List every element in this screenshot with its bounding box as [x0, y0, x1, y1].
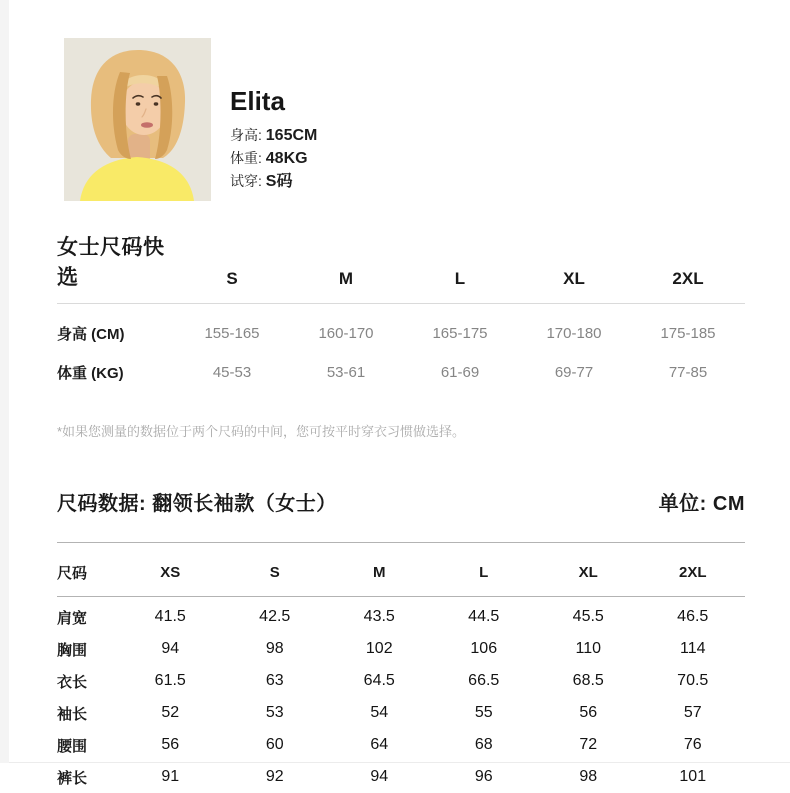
- table-row: [57, 633, 745, 665]
- cell: 46.5: [677, 608, 709, 625]
- model-stat-height: [230, 124, 317, 147]
- col-2xl: 2XL: [678, 564, 707, 581]
- quick-select-header-row: [57, 231, 745, 291]
- content-area: [57, 0, 745, 793]
- table-row: [57, 362, 745, 383]
- cell: 96: [474, 768, 493, 785]
- table-row: [57, 601, 745, 633]
- col-s: S: [269, 564, 280, 581]
- cell: 52: [161, 704, 180, 721]
- model-stat-fitting: [230, 170, 317, 193]
- size-data-title: 尺码数据: 翻领长袖款（女士）: [57, 493, 337, 515]
- row-label-shoulder: 肩宽: [57, 609, 88, 627]
- size-data-header-row: [57, 543, 745, 596]
- cell: 165-175: [432, 325, 488, 342]
- cell: 114: [679, 640, 706, 657]
- cell: 45.5: [572, 608, 604, 625]
- quick-col-xl: XL: [563, 269, 585, 288]
- size-data-table: [57, 487, 745, 793]
- cell: 63: [265, 672, 284, 689]
- quick-col-m: M: [338, 269, 354, 288]
- cell: 70.5: [677, 672, 709, 689]
- cell: 64.5: [363, 672, 395, 689]
- quick-select-title: 女士尺码快选: [57, 236, 165, 289]
- row-label-sleeve-length: 袖长: [57, 705, 88, 723]
- table-row: [57, 665, 745, 697]
- model-photo: [64, 38, 211, 201]
- cell: 41.5: [154, 608, 186, 625]
- quick-select-table: [57, 231, 745, 383]
- quick-col-2xl: 2XL: [672, 269, 704, 288]
- model-card: [57, 38, 745, 201]
- cell: 102: [365, 640, 393, 657]
- cell: 53-61: [326, 364, 366, 381]
- cell: 53: [265, 704, 284, 721]
- cell: 66.5: [468, 672, 500, 689]
- cell: 44.5: [468, 608, 500, 625]
- eye-right-shape: [154, 102, 159, 105]
- col-l: L: [479, 564, 489, 581]
- stat-value: 165CM: [265, 127, 318, 144]
- col-size: 尺码: [57, 565, 88, 582]
- quick-col-l: L: [454, 269, 466, 288]
- cell: 42.5: [259, 608, 291, 625]
- cell: 56: [161, 736, 180, 753]
- size-data-divider-header: [57, 596, 745, 597]
- cell: 68.5: [572, 672, 604, 689]
- table-row: [57, 729, 745, 761]
- cell: 56: [579, 704, 598, 721]
- model-name: Elita: [230, 86, 285, 116]
- cell: 98: [265, 640, 284, 657]
- row-label-height: 身高 (CM): [57, 326, 125, 343]
- cell: 60: [265, 736, 284, 753]
- cell: 76: [683, 736, 702, 753]
- quick-col-s: S: [226, 269, 238, 288]
- lips-shape: [141, 122, 153, 128]
- cell: 69-77: [554, 364, 594, 381]
- model-stat-weight: [230, 147, 317, 170]
- unit-label: 单位: CM: [658, 493, 745, 515]
- stat-label: 体重:: [230, 150, 262, 166]
- stat-label: 身高:: [230, 127, 262, 143]
- cell: 72: [579, 736, 598, 753]
- quick-select-divider: [57, 303, 745, 304]
- eye-left-shape: [136, 102, 141, 105]
- cell: 57: [683, 704, 702, 721]
- cell: 91: [161, 768, 180, 785]
- cell: 55: [474, 704, 493, 721]
- size-data-titlebar: [57, 487, 745, 516]
- cell: 45-53: [212, 364, 252, 381]
- row-label-weight: 体重 (KG): [57, 365, 124, 382]
- cell: 110: [575, 640, 601, 657]
- row-label-chest: 胸围: [57, 641, 88, 659]
- row-label-garment-length: 衣长: [57, 673, 88, 691]
- cell: 98: [579, 768, 598, 785]
- table-row: [57, 323, 745, 344]
- page-left-edge: [0, 0, 9, 763]
- size-data-rows: [57, 601, 745, 793]
- cell: 101: [679, 768, 707, 785]
- cell: 77-85: [668, 364, 708, 381]
- cell: 54: [370, 704, 389, 721]
- table-row: [57, 761, 745, 793]
- stat-value: 48KG: [265, 150, 308, 167]
- cell: 61-69: [440, 364, 480, 381]
- cell: 64: [370, 736, 389, 753]
- stat-value: S码: [265, 173, 293, 190]
- cell: 155-165: [204, 325, 260, 342]
- cell: 106: [470, 640, 498, 657]
- cell: 94: [161, 640, 180, 657]
- cell: 160-170: [318, 325, 374, 342]
- model-stats: [230, 124, 317, 193]
- sizing-note: *如果您测量的数据位于两个尺码的中间，您可按平时穿衣习惯做选择。: [57, 424, 466, 439]
- cell: 170-180: [546, 325, 602, 342]
- col-xl: XL: [578, 564, 598, 581]
- model-info: [230, 38, 317, 201]
- cell: 61.5: [154, 672, 186, 689]
- cell: 43.5: [363, 608, 395, 625]
- row-label-pants-length: 裤长: [57, 769, 88, 787]
- row-label-waist: 腰围: [57, 737, 88, 755]
- col-xs: XS: [160, 564, 181, 581]
- cell: 92: [265, 768, 284, 785]
- cell: 94: [370, 768, 389, 785]
- table-row: [57, 697, 745, 729]
- cell: 175-185: [660, 325, 716, 342]
- col-m: M: [373, 564, 386, 581]
- cell: 68: [474, 736, 493, 753]
- stat-label: 试穿:: [230, 173, 262, 189]
